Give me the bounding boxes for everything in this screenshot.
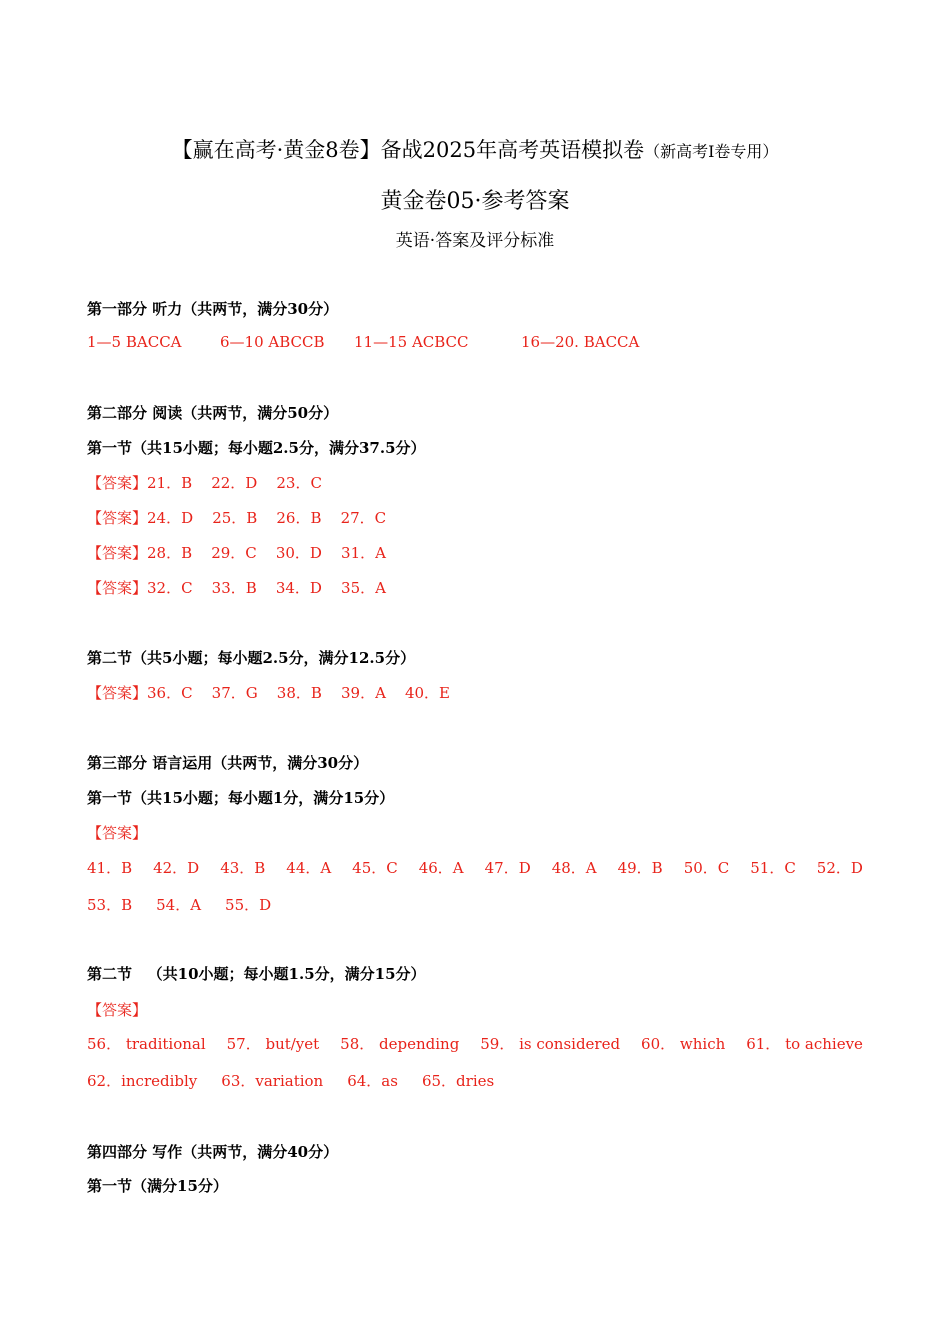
cloze-answer: 50．C xyxy=(683,859,730,877)
part2-section2-heading: 第二节（共5小题；每小题2.5分，满分12.5分） xyxy=(87,649,416,667)
answer-values: 32．C 33．B 34．D 35．A xyxy=(147,579,386,597)
cloze-answer: 44．A xyxy=(286,859,332,877)
document-subtitle-2: 英语·答案及评分标准 xyxy=(395,231,555,251)
grammar-answer: 57． but/yet xyxy=(226,1035,320,1053)
cloze-answer: 52．D xyxy=(816,859,863,877)
answer-values: 28．B 29．C 30．D 31．A xyxy=(147,544,386,562)
answer-label: 【答案】 xyxy=(87,684,148,702)
part4-heading: 第四部分 写作（共两节，满分40分） xyxy=(87,1143,339,1161)
answer-values: 21．B 22．D 23．C xyxy=(147,474,322,492)
listening-answer: 6—10 ABCCB xyxy=(220,333,325,351)
part4-section1-heading: 第一节（满分15分） xyxy=(87,1177,228,1195)
grammar-answer: 61． to achieve xyxy=(746,1035,863,1053)
answer-row xyxy=(87,472,322,493)
answer-label: 【答案】 xyxy=(87,544,148,562)
grammar-answer: 60． which xyxy=(641,1035,726,1053)
cloze-answers-line1 xyxy=(87,857,863,878)
title-note: （新高考I卷专用） xyxy=(644,142,779,161)
grammar-answer: 62．incredibly xyxy=(87,1072,198,1090)
cloze-answer: 54．A xyxy=(156,896,202,914)
answer-row xyxy=(87,577,386,598)
part2-section1-heading: 第一节（共15小题；每小题2.5分，满分37.5分） xyxy=(87,439,426,457)
part1-answers xyxy=(0,333,950,355)
cloze-answer: 45．C xyxy=(352,859,398,877)
answer-values: 24．D 25．B 26．B 27．C xyxy=(147,509,387,527)
grammar-answer: 59． is considered xyxy=(480,1035,621,1053)
title-main: 【赢在高考·黄金8卷】备战2025年高考英语模拟卷 xyxy=(171,138,645,162)
answer-row xyxy=(87,542,386,563)
answer-label: 【答案】 xyxy=(87,579,148,597)
cloze-answer: 51．C xyxy=(750,859,796,877)
part3-section2-heading: 第二节 （共10小题；每小题1.5分，满分15分） xyxy=(87,965,426,983)
cloze-answer: 42．D xyxy=(153,859,200,877)
listening-answer: 16—20. BACCA xyxy=(521,333,640,351)
grammar-answers-line2 xyxy=(87,1070,863,1091)
part2-heading: 第二部分 阅读（共两节，满分50分） xyxy=(87,404,339,422)
cloze-answer: 55．D xyxy=(225,896,272,914)
part3-section1-heading: 第一节（共15小题；每小题1分，满分15分） xyxy=(87,789,395,807)
answer-label: 【答案】 xyxy=(87,474,148,492)
listening-answer: 11—15 ACBCC xyxy=(354,333,469,351)
grammar-answer: 64．as xyxy=(347,1072,398,1090)
listening-answer: 1—5 BACCA xyxy=(87,333,182,351)
answer-label: 【答案】 xyxy=(87,509,148,527)
cloze-answer: 48．A xyxy=(551,859,597,877)
document-subtitle: 黄金卷05·参考答案 xyxy=(380,189,570,214)
answer-values: 36．C 37．G 38．B 39．A 40．E xyxy=(147,684,451,702)
cloze-answer: 47．D xyxy=(484,859,531,877)
grammar-answer: 65．dries xyxy=(421,1072,495,1090)
part3-heading: 第三部分 语言运用（共两节，满分30分） xyxy=(87,754,369,772)
grammar-answer: 63．variation xyxy=(221,1072,324,1090)
answer-label: 【答案】 xyxy=(87,1001,148,1019)
cloze-answer: 53．B xyxy=(87,896,133,914)
cloze-answer: 41．B xyxy=(87,859,133,877)
cloze-answer: 49．B xyxy=(617,859,663,877)
answer-label: 【答案】 xyxy=(87,824,148,842)
part1-heading: 第一部分 听力（共两节，满分30分） xyxy=(87,300,339,318)
cloze-answer: 43．B xyxy=(220,859,266,877)
grammar-answer: 58． depending xyxy=(340,1035,460,1053)
cloze-answer: 46．A xyxy=(418,859,464,877)
answer-row xyxy=(87,682,450,703)
grammar-answers-line1 xyxy=(87,1033,863,1054)
document-title xyxy=(0,134,950,164)
grammar-answer: 56． traditional xyxy=(87,1035,206,1053)
cloze-answers-line2 xyxy=(87,894,863,915)
answer-row xyxy=(87,507,386,528)
